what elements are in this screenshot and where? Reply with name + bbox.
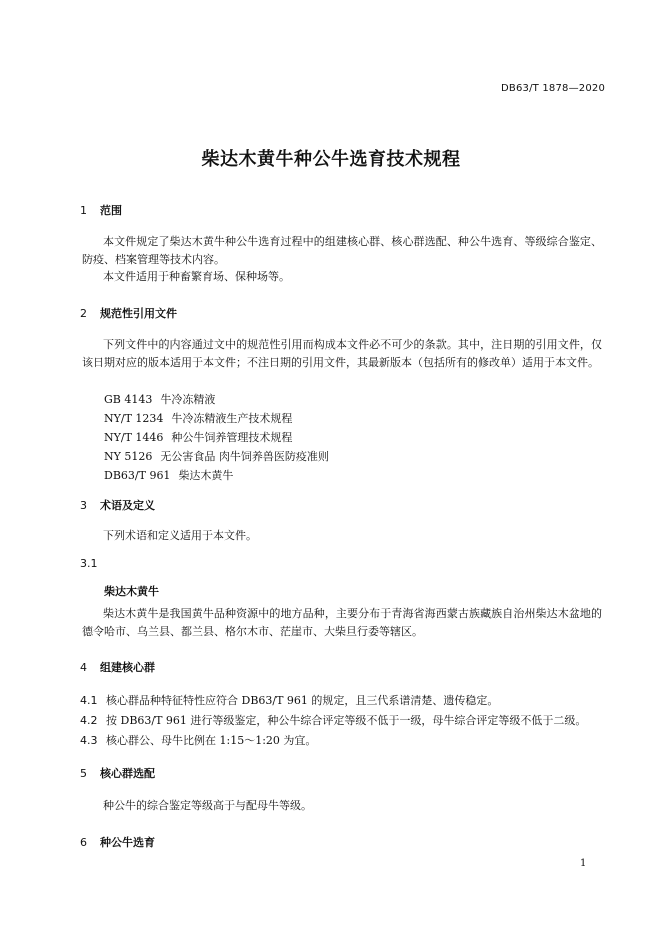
clause-item [80, 712, 586, 728]
section-number: 3 [80, 499, 87, 512]
section-6-heading [80, 834, 155, 850]
reference-title: 柴达木黄牛 [178, 469, 234, 482]
reference-code: NY/T 1446 [104, 431, 164, 444]
section-number: 4 [80, 661, 87, 674]
reference-title: 牛冷冻精液生产技术规程 [171, 412, 293, 425]
reference-title: 种公牛饲养管理技术规程 [171, 431, 293, 444]
section-5-heading [80, 765, 155, 781]
clause-number: 4.3 [80, 734, 98, 747]
section-number: 6 [80, 836, 87, 849]
section-5-paragraph-1: 种公牛的综合鉴定等级高于与配母牛等级。 [103, 799, 312, 812]
reference-item [104, 466, 233, 485]
clause-text: 按 DB63/T 961 进行等级鉴定，种公牛综合评定等级不低于一级，母牛综合评定等级不低于二级。 [106, 714, 587, 727]
clause-text: 核心群品种特征特性应符合 DB63/T 961 的规定，且三代系谱清楚、遗传稳定。 [106, 694, 499, 707]
page-number: 1 [580, 858, 587, 869]
section-title: 种公牛选育 [100, 836, 155, 849]
reference-item [104, 390, 215, 409]
section-number: 5 [80, 767, 87, 780]
section-title: 核心群选配 [100, 767, 155, 780]
section-2-paragraph-1: 下列文件中的内容通过文中的规范性引用而构成本文件必不可少的条款。其中，注日期的引用文件，仅该日期对应的版本适用于本文件；不注日期的引用文件，其最新版本（包括所有的修改单）适用于本文件。 [82, 338, 602, 369]
term-number: 3.1 [80, 557, 98, 570]
section-number: 2 [80, 307, 87, 320]
clause-number: 4.1 [80, 694, 98, 707]
reference-item [104, 428, 292, 447]
document-code: DB63/T 1878—2020 [501, 83, 606, 94]
section-title: 规范性引用文件 [100, 307, 177, 320]
reference-code: NY/T 1234 [104, 412, 164, 425]
reference-item [104, 447, 329, 466]
clause-number: 4.2 [80, 714, 98, 727]
section-title: 范围 [100, 204, 122, 217]
section-1-paragraph-2: 本文件适用于种畜繁育场、保种场等。 [103, 270, 290, 283]
section-1-heading [80, 202, 122, 218]
section-title: 术语及定义 [100, 499, 155, 512]
reference-item [104, 409, 292, 428]
section-title: 组建核心群 [100, 661, 155, 674]
clause-item [80, 692, 498, 708]
document-title: 柴达木黄牛种公牛选育技术规程 [201, 149, 461, 170]
reference-code: DB63/T 961 [104, 469, 171, 482]
section-3-heading [80, 497, 155, 513]
reference-title: 无公害食品 肉牛饲养兽医防疫准则 [160, 450, 329, 463]
term-definition: 柴达木黄牛是我国黄牛品种资源中的地方品种，主要分布于青海省海西蒙古族藏族自治州柴达木盆地的德令哈市、乌兰县、都兰县、格尔木市、茫崖市、大柴旦行委等辖区。 [82, 607, 602, 638]
section-2-heading [80, 305, 177, 321]
clause-text: 核心群公、母牛比例在 1:15～1:20 为宜。 [106, 734, 317, 747]
section-1-paragraph-1: 本文件规定了柴达木黄牛种公牛选育过程中的组建核心群、核心群选配、种公牛选育、等级综合鉴定、防疫、档案管理等技术内容。 [82, 235, 602, 266]
reference-title: 牛冷冻精液 [160, 393, 216, 406]
section-3-paragraph-1: 下列术语和定义适用于本文件。 [103, 529, 257, 542]
clause-item [80, 732, 316, 748]
section-number: 1 [80, 204, 87, 217]
reference-code: NY 5126 [104, 450, 153, 463]
reference-code: GB 4143 [104, 393, 153, 406]
section-4-heading [80, 659, 155, 675]
term-name: 柴达木黄牛 [104, 585, 159, 598]
